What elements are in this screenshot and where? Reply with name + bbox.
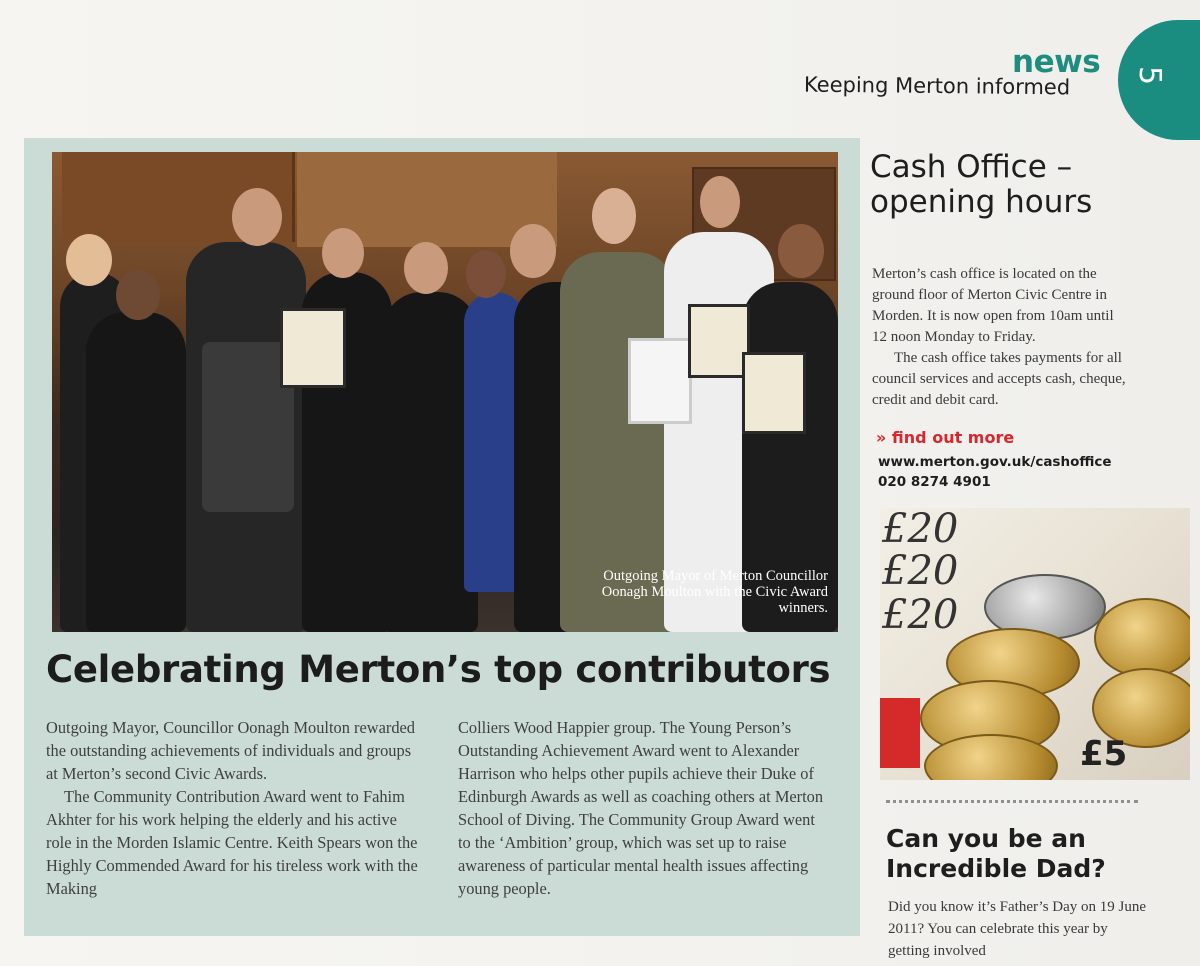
cash-office-paragraph: Merton’s cash office is located on the ground floor of Merton Civic Centre in Morden. It is now open from 10am until 12 noon Monday to Friday. [872,266,1114,345]
award-certificate [742,352,806,434]
person-head [66,234,112,286]
banknote-label: £20 [882,508,959,552]
story-paragraph: Colliers Wood Happier group. The Young Person’s Outstanding Achievement Award went to Alexander Harrison who helps other pupils achieve their Duke of Edinburgh Awards as well as coaching others at Merton School of Diving. The Community Group Award went to the ‘Ambition’ group, which was set up to raise awareness of particular mental health issues affecting young people. [458,718,824,898]
story-paragraph: The Community Contribution Award went to Fahim Akhter for his work helping the elderly and his active role in the Morden Islamic Centre. Keith Spears won the Highly Commended Award for his tireless work with the Making [46,787,418,898]
person-head [232,188,282,246]
cash-office-paragraph: The cash office takes payments for all council services and accepts cash, cheque, credit and debit card. [872,350,1126,408]
coin [1094,598,1190,678]
person-head [700,176,740,228]
banknote-edge [880,698,920,768]
cash-office-title: Cash Office – opening hours [870,149,1093,220]
banknote-five: £5 [1080,734,1128,774]
award-certificate [280,308,346,388]
find-out-more-link[interactable] [876,428,1014,447]
story-column-2 [458,716,830,900]
person-head [322,228,364,278]
cash-office-body [872,264,1132,411]
section-label: news [1012,44,1101,80]
award-photo [52,152,838,632]
person-head [592,188,636,244]
person-head [116,270,160,320]
story-headline: Celebrating Merton’s top contributors [46,648,831,691]
page-number: 5 [1132,65,1168,86]
photo-caption: Outgoing Mayor of Merton Councillor Oonagh Moulton with the Civic Award winners. [601,568,828,616]
incredible-dad-body: Did you know it’s Father’s Day on 19 June 2011? You can celebrate this year by getting involved [888,899,1147,959]
story-column-1 [46,716,418,900]
story-paragraph: Outgoing Mayor, Councillor Oonagh Moulton rewarded the outstanding achievements of individuals and groups at Merton’s second Civic Awards. [46,718,415,783]
cash-office-phone: 020 8274 4901 [878,474,991,490]
cash-office-url[interactable]: www.merton.gov.uk/cashoffice [878,454,1112,470]
person-head [778,224,824,278]
person-head [404,242,448,294]
person-head [466,250,506,298]
banknote-label: £20 [882,592,959,638]
banknote-label: £20 [882,548,959,594]
incredible-dad-title: Can you be an Incredible Dad? [886,824,1106,883]
cash-office-contact [878,452,1112,492]
award-certificate [628,338,692,424]
section-tagline: Keeping Merton informed [803,72,1071,100]
award-certificate [688,304,750,378]
person-head [510,224,556,278]
sidebar-divider [886,800,1138,803]
person-figure [86,312,186,632]
find-out-more-label: find out more [891,428,1015,447]
money-photo [880,508,1190,780]
double-chevron-icon: » [876,428,887,447]
